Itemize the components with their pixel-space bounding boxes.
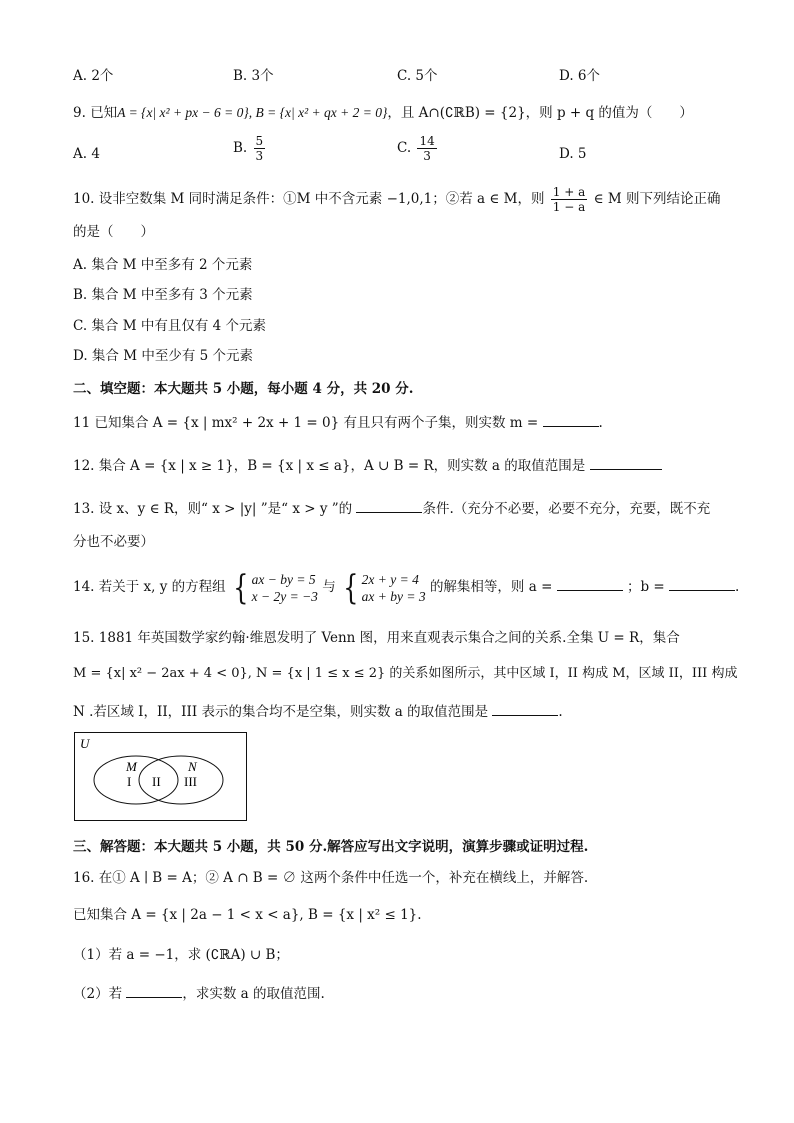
q15-end: . bbox=[558, 704, 563, 720]
q15-line3-text: N .若区域 I，II，III 表示的集合均不是空集，则实数 a 的取值范围是 bbox=[73, 704, 489, 720]
q16-line1: 16. 在① A ∣ B = A；② A ∩ B = ∅ 这两个条件中任选一个，补充在横线上，并解答. bbox=[73, 870, 589, 886]
q14-system-2-brace: { bbox=[343, 567, 359, 608]
q12-text: 12. 集合 A = {x | x ≥ 1}，B = {x | x ≤ a}，A ∪ B = R，则实数 a 的取值范围是 bbox=[73, 458, 586, 474]
q14-system-1 bbox=[230, 567, 318, 608]
q9-option-c bbox=[397, 134, 439, 163]
q9-lead: 已知 bbox=[90, 105, 118, 121]
q16-line2: 已知集合 A = {x | 2a − 1 < x < a}, B = {x | x² ≤ 1}. bbox=[73, 907, 422, 923]
q9-option-b-denominator: 3 bbox=[255, 149, 264, 163]
q15-answer-blank[interactable] bbox=[492, 701, 558, 716]
q14-lead: 14. 若关于 x, y 的方程组 bbox=[73, 579, 226, 595]
q14-stem bbox=[73, 567, 740, 608]
q10-line1-b: ∈ M 则下列结论正确 bbox=[593, 191, 721, 207]
q13-text: 13. 设 x、y ∈ R，则“ x > |y| ”是“ x > y ”的 bbox=[73, 501, 353, 517]
q16-part1: （1）若 a = −1，求 (∁ℝA) ∪ B； bbox=[73, 947, 289, 963]
q10-stem bbox=[73, 185, 720, 214]
q14-system-1-brace: { bbox=[233, 567, 249, 608]
q9-option-b bbox=[233, 134, 267, 163]
q9-option-c-fraction bbox=[417, 134, 436, 163]
q16-part2 bbox=[73, 983, 325, 1004]
q12-answer-blank[interactable] bbox=[590, 455, 662, 470]
q11-stem bbox=[73, 412, 603, 433]
q15-line3 bbox=[73, 701, 563, 722]
q9-stem bbox=[73, 103, 693, 123]
q8-option-b: B. 3个 bbox=[233, 68, 274, 84]
q16-answer-blank[interactable] bbox=[126, 983, 182, 998]
section-heading-solutions: 三、解答题：本大题共 5 小题，共 50 分.解答应写出文字说明，演算步骤或证明过程. bbox=[73, 839, 589, 855]
q14-mid: 与 bbox=[322, 579, 336, 595]
venn-label-n: N bbox=[188, 759, 197, 774]
q9-number: 9. bbox=[73, 105, 86, 121]
q14-end: . bbox=[735, 579, 740, 595]
q11-answer-blank[interactable] bbox=[543, 412, 599, 427]
q10-option-b: B. 集合 M 中至多有 3 个元素 bbox=[73, 287, 253, 303]
q8-option-c: C. 5个 bbox=[397, 68, 438, 84]
q9-option-b-numerator: 5 bbox=[255, 134, 264, 148]
q14-system-2 bbox=[340, 567, 426, 608]
section-heading-fill-in: 二、填空题：本大题共 5 小题，每小题 4 分，共 20 分. bbox=[73, 381, 414, 397]
q10-option-c: C. 集合 M 中有且仅有 4 个元素 bbox=[73, 318, 267, 334]
venn-region-2: II bbox=[152, 774, 161, 789]
q14-separator: ；b = bbox=[626, 579, 665, 595]
q10-line2: 的是（ ） bbox=[73, 224, 154, 240]
venn-diagram bbox=[74, 732, 248, 822]
q14-system-2-eq2: ax + by = 3 bbox=[361, 588, 426, 604]
q15-line1: 15. 1881 年英国数学家约翰·维恩发明了 Venn 图，用来直观表示集合之间的关系.全集 U = R，集合 bbox=[73, 630, 680, 646]
q14-answer-blank-a[interactable] bbox=[557, 576, 623, 591]
q10-line1-a: 10. 设非空数集 M 同时满足条件：①M 中不含元素 −1,0,1；②若 a ∈ M，则 bbox=[73, 191, 545, 207]
venn-region-1: I bbox=[127, 774, 132, 789]
q13-end: 条件.（充分不必要，必要不充分，充要，既不充 bbox=[422, 501, 711, 517]
q8-option-a: A. 2个 bbox=[73, 68, 114, 84]
venn-label-u: U bbox=[80, 736, 90, 751]
q9-option-c-numerator: 14 bbox=[419, 134, 435, 148]
q9-condition: ，且 A∩(∁ℝB) = {2} bbox=[387, 105, 526, 121]
q10-option-d: D. 集合 M 中至少有 5 个元素 bbox=[73, 348, 254, 364]
q14-system-1-eq2: x − 2y = −3 bbox=[251, 588, 318, 604]
q10-option-a: A. 集合 M 中至多有 2 个元素 bbox=[73, 257, 253, 273]
q9-option-c-denominator: 3 bbox=[423, 149, 431, 163]
q9-set-b: , B = {x| x² + qx + 2 = 0} bbox=[248, 105, 388, 120]
q10-fraction bbox=[551, 185, 587, 214]
q9-option-c-prefix: C. bbox=[397, 140, 412, 156]
q14-tail: 的解集相等，则 a = bbox=[429, 579, 553, 595]
venn-region-3: III bbox=[184, 774, 197, 789]
q14-system-2-eq1: 2x + y = 4 bbox=[361, 571, 419, 587]
q16-part2-lead: （2）若 bbox=[73, 986, 123, 1002]
q10-fraction-denominator: 1 − a bbox=[552, 200, 586, 214]
q9-option-d: D. 5 bbox=[559, 146, 587, 162]
q14-answer-blank-b[interactable] bbox=[669, 576, 735, 591]
q13-answer-blank[interactable] bbox=[356, 498, 422, 513]
q9-question: ，则 p + q 的值为（ ） bbox=[525, 105, 693, 121]
q14-system-1-eq1: ax − by = 5 bbox=[251, 571, 316, 587]
q9-set-a: A = {x| x² + px − 6 = 0} bbox=[117, 105, 249, 120]
q12-stem bbox=[73, 455, 662, 476]
q11-text: 11 已知集合 A = {x | mx² + 2x + 1 = 0} 有且只有两个子集，则实数 m = bbox=[73, 415, 539, 431]
q8-option-d: D. 6个 bbox=[559, 68, 601, 84]
q13-line2: 分也不必要） bbox=[73, 534, 154, 550]
q9-option-b-prefix: B. bbox=[233, 140, 248, 156]
q11-end: . bbox=[598, 415, 603, 431]
q9-option-a: A. 4 bbox=[73, 146, 100, 162]
q16-part2-tail: ，求实数 a 的取值范围. bbox=[182, 986, 325, 1002]
q15-line2: M = {x| x² − 2ax + 4 < 0}, N = {x | 1 ≤ x ≤ 2} 的关系如图所示，其中区域 I，II 构成 M，区域 II，III 构成 bbox=[73, 666, 738, 681]
venn-label-m: M bbox=[126, 759, 137, 774]
q9-option-b-fraction bbox=[254, 134, 266, 163]
q13-stem bbox=[73, 498, 710, 519]
q10-fraction-numerator: 1 + a bbox=[552, 185, 586, 199]
